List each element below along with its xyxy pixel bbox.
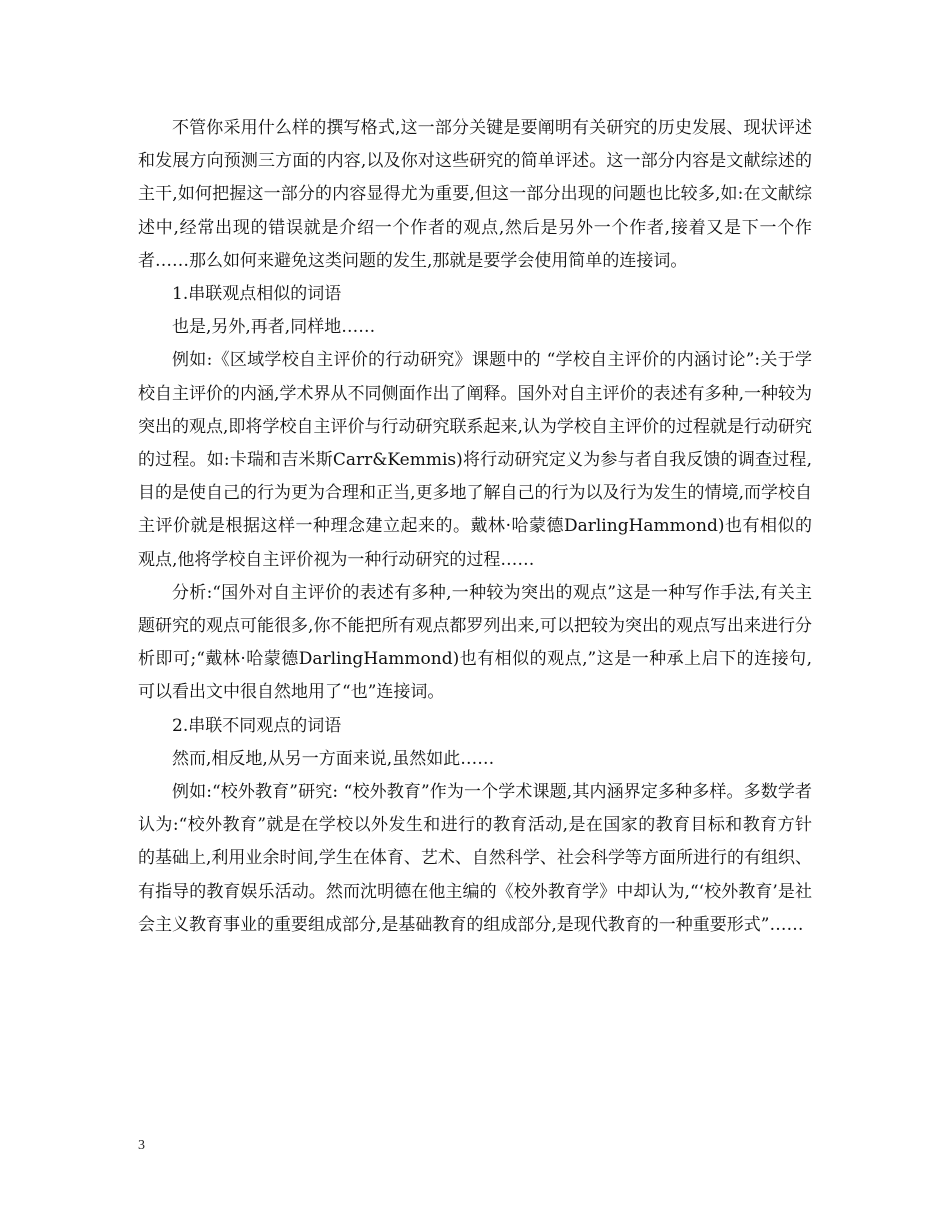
paragraph-analysis: 分析:“国外对自主评价的表述有多种,一种较为突出的观点”这是一种写作手法,有关主题研究的观点可能很多,你不能把所有观点都罗列出来,可以把较为突出的观点写出来进行分析即可;“戴林·哈蒙德DarlingHammond)也有相似的观点,”这是一种承上启下的连接句,可以看出文中很自然地用了“也”连接词。 — [138, 582, 812, 703]
paragraph-different-connectors: 然而,相反地,从另一方面来说,虽然如此…… — [172, 748, 495, 769]
paragraph-similar-connectors: 也是,另外,再者,同样地…… — [172, 317, 376, 338]
heading-similar-connectors: 1.串联观点相似的词语 — [172, 284, 342, 305]
paragraph-example-1: 例如:《区域学校自主评价的行动研究》课题中的 “学校自主评价的内涵讨论”:关于学校自主评价的内涵,学术界从不同侧面作出了阐释。国外对自主评价的表述有多种,一种较为突出的观点,即将学校自主评价与行动研究联系起来,认为学校自主评价的过程就是行动研究的过程。如:卡瑞和吉米斯Carr&Kemmis)将行动研究定义为参与者自我反馈的调查过程,目的是使自己的行为更为合理和正当,更多地了解自己的行为以及行为发生的情境,而学校自主评价就是根据这样一种理念建立起来的。戴林·哈蒙德DarlingHammond)也有相似的观点,他将学校自主评价视为一种行动研究的过程…… — [138, 350, 812, 570]
paragraph-example-2: 例如:“校外教育”研究: “校外教育”作为一个学术课题,其内涵界定多种多样。多数学者认为:“校外教育”就是在学校以外发生和进行的教育活动,是在国家的教育目标和教育方针的基础上,利用业余时间,学生在体育、艺术、自然科学、社会科学等方面所进行的有组织、有指导的教育娱乐活动。然而沈明德在他主编的《校外教育学》中却认为,“‘校外教育’是社会主义教育事业的重要组成部分,是基础教育的组成部分,是现代教育的一种重要形式”…… — [138, 782, 812, 935]
document-body — [138, 112, 812, 942]
page-number: 3 — [138, 1138, 145, 1153]
paragraph-intro: 不管你采用什么样的撰写格式,这一部分关键是要阐明有关研究的历史发展、现状评述和发展方向预测三方面的内容,以及你对这些研究的简单评述。这一部分内容是文献综述的主干,如何把握这一部分的内容显得尤为重要,但这一部分出现的问题也比较多,如:在文献综述中,经常出现的错误就是介绍一个作者的观点,然后是另外一个作者,接着又是下一个作者……那么如何来避免这类问题的发生,那就是要学会使用简单的连接词。 — [138, 118, 812, 271]
heading-different-connectors: 2.串联不同观点的词语 — [172, 715, 342, 736]
